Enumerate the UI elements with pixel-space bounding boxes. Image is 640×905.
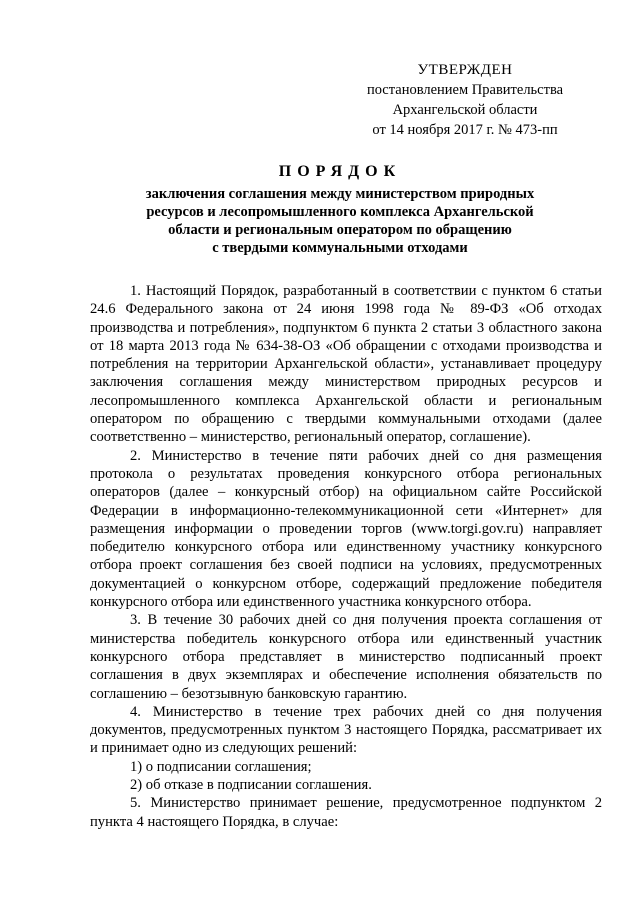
subparagraph-4-1: 1) о подписании соглашения; <box>130 758 312 775</box>
subtitle-line: области и региональным оператором по обращению <box>168 222 512 238</box>
document-body <box>90 282 602 831</box>
document-title: ПОРЯДОК <box>278 163 402 180</box>
paragraph-1: 1. Настоящий Порядок, разработанный в соответствии с пунктом 6 статьи 24.6 Федерального закона от 24 июня 1998 года № 89-ФЗ «Об отходах производства и потребления», подпунктом 6 пункта 2 статьи 3 областного закона от 18 марта 2013 года № 634-38-ОЗ «Об обращении с отходами производства и потребления на территории Архангельской области», устанавливает процедуру заключения соглашения между министерством природных ресурсов и лесопромышленного комплекса Архангельской области и региональным оператором по обращению с твердыми коммунальными отходами (далее соответственно – министерство, региональный оператор, соглашение). <box>90 283 602 446</box>
subparagraph-4-2: 2) об отказе в подписании соглашения. <box>130 777 372 794</box>
document-subtitle <box>90 185 590 257</box>
approval-stamp <box>350 60 580 140</box>
paragraph-4: 4. Министерство в течение трех рабочих дней со дня получения документов, предусмотренных пунктом 3 настоящего Порядка, рассматривает их и принимает одно из следующих решений: <box>90 703 602 757</box>
title-block <box>90 163 590 257</box>
approval-line: Архангельской области <box>392 102 538 118</box>
subtitle-line: ресурсов и лесопромышленного комплекса Архангельской <box>146 204 534 220</box>
paragraph-5: 5. Министерство принимает решение, предусмотренное подпунктом 2 пункта 4 настоящего Порядка, в случае: <box>90 795 602 830</box>
approval-line: постановлением Правительства <box>366 82 564 98</box>
approval-heading: УТВЕРЖДЕН <box>417 62 513 78</box>
paragraph-2: 2. Министерство в течение пяти рабочих дней со дня размещения протокола о результатах проведения конкурсного отбора региональных операторов (далее – конкурсный отбор) на официальном сайте Российской Федерации в информационно-телекоммуникационной сети «Интернет» для размещения информации о проведении торгов (www.torgi.gov.ru) направляет победителю конкурсного отбора или единственному участнику конкурсного отбора проект соглашения без своей подписи на условиях, предусмотренных документацией о конкурсном отборе, содержащий предложение победителя конкурсного отбора или единственного участника конкурсного отбора. <box>90 447 602 611</box>
subtitle-line: заключения соглашения между министерством природных <box>145 186 535 202</box>
subtitle-line: с твердыми коммунальными отходами <box>212 240 468 256</box>
approval-date-line: от 14 ноября 2017 г. № 473-пп <box>372 122 558 138</box>
paragraph-3: 3. В течение 30 рабочих дней со дня получения проекта соглашения от министерства победитель конкурсного отбора или единственный участник конкурсного отбора представляет в министерство подписанный проект соглашения в двух экземплярах и обеспечение исполнения обязательств по соглашению – безотзывную банковскую гарантию. <box>90 612 602 702</box>
